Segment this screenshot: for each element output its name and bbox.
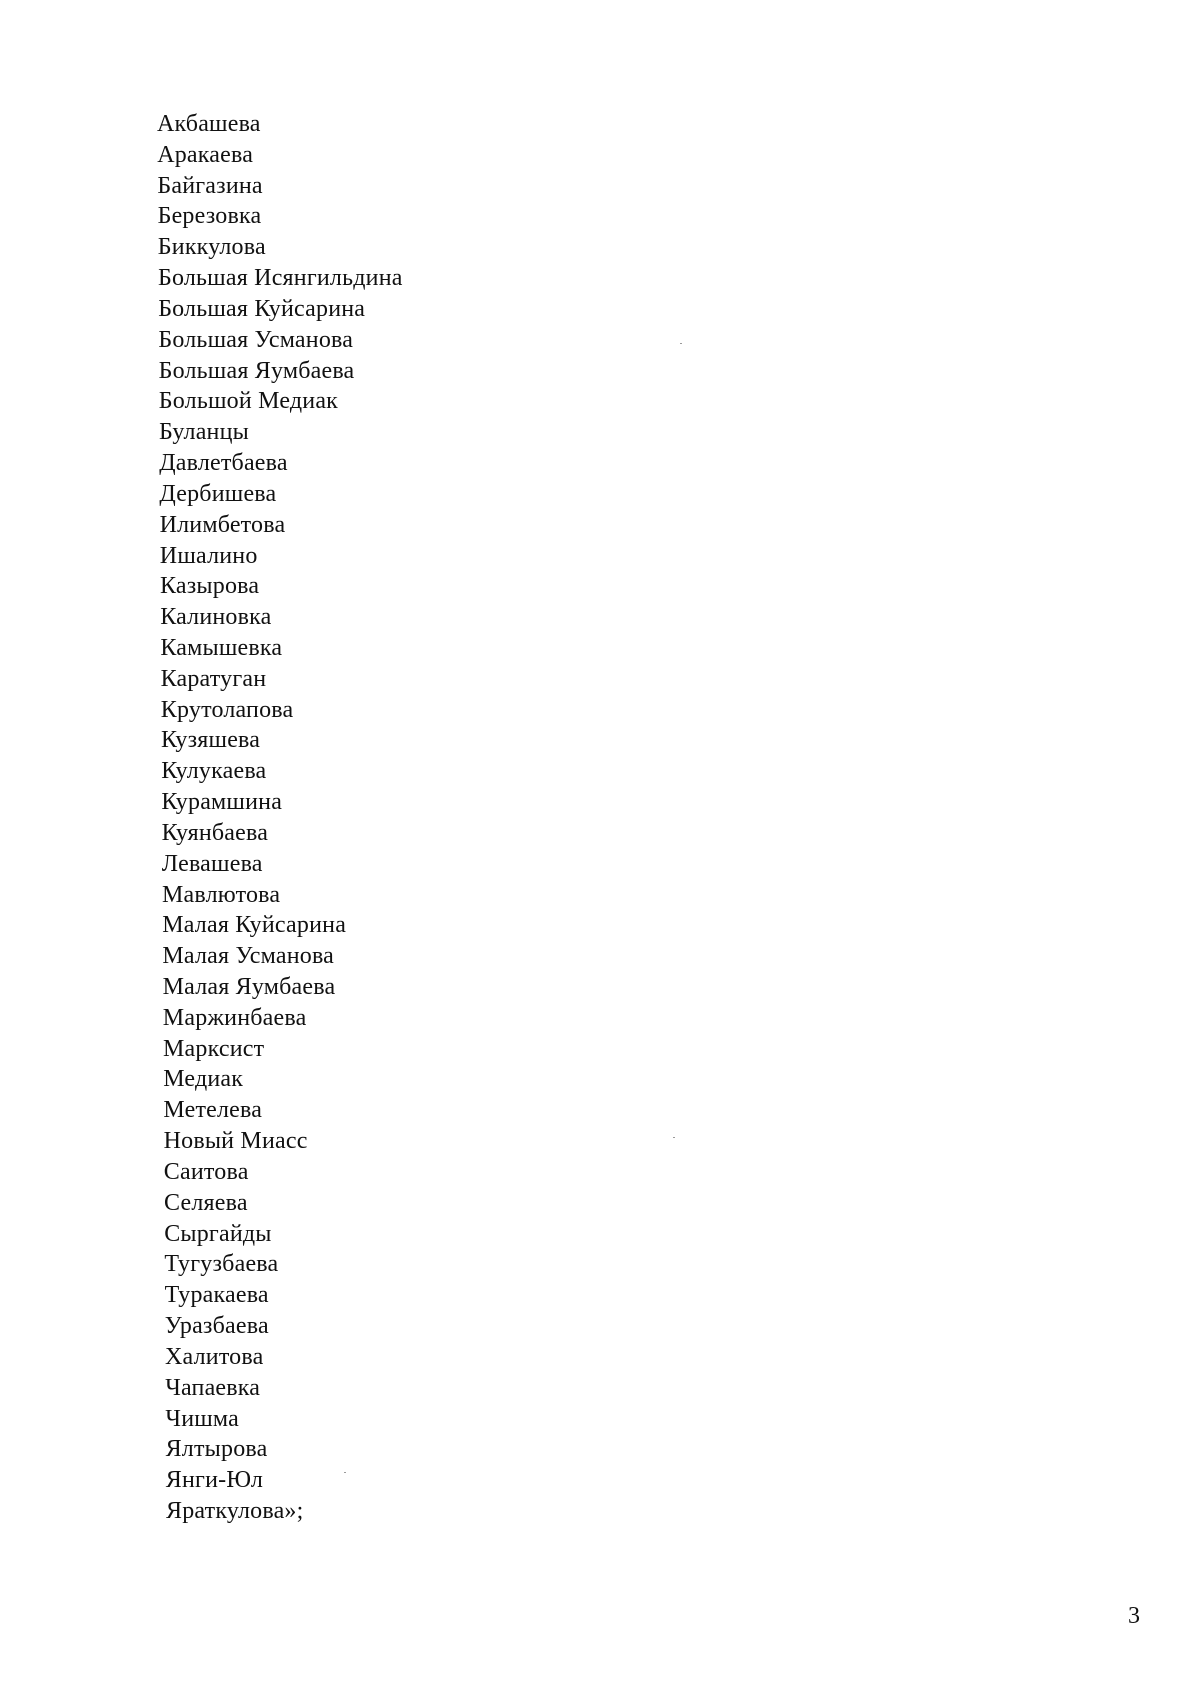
settlement-name: Новый Миасс — [163, 1128, 308, 1155]
settlement-name: Куянбаева — [161, 819, 269, 846]
settlement-name: Малая Куйсарина — [162, 912, 347, 939]
settlement-name: Ялтырова — [165, 1436, 268, 1463]
settlement-name: Большая Усманова — [158, 326, 354, 353]
settlement-name: Акбашева — [157, 111, 261, 137]
settlement-name: Дербишева — [159, 480, 277, 507]
settlement-name: Аракаева — [157, 141, 254, 168]
settlement-name: Метелева — [163, 1097, 263, 1124]
settlement-name: Маржинбаева — [162, 1004, 307, 1031]
settlement-name: Казырова — [160, 573, 260, 600]
settlement-name: Малая Усманова — [162, 943, 335, 970]
settlement-name: Калиновка — [160, 604, 272, 631]
scan-speck — [344, 1472, 346, 1473]
settlement-name: Левашева — [161, 850, 263, 877]
settlement-name: Курамшина — [161, 789, 283, 816]
settlement-name: Чишма — [165, 1405, 239, 1432]
settlement-name: Сыргайды — [164, 1220, 272, 1247]
settlement-name: Саитова — [163, 1158, 249, 1185]
settlement-name: Березовка — [157, 203, 262, 230]
settlement-name: Крутолапова — [160, 696, 294, 723]
settlement-name: Чапаевка — [165, 1374, 261, 1401]
settlement-name: Уразбаева — [164, 1313, 269, 1340]
settlement-name: Халитова — [165, 1343, 264, 1370]
settlement-name: Большая Куйсарина — [158, 295, 366, 322]
settlement-name: Илимбетова — [159, 511, 286, 538]
settlement-name: Кузяшева — [161, 727, 261, 754]
settlement-name: Тугузбаева — [164, 1251, 279, 1278]
settlement-name: Медиак — [163, 1066, 244, 1093]
settlement-name: Большая Исянгильдина — [158, 265, 403, 292]
settlement-name: Селяева — [164, 1189, 248, 1216]
settlement-name: Кулукаева — [161, 758, 267, 785]
settlement-name: Мавлютова — [162, 881, 281, 908]
settlement-name: Туракаева — [164, 1282, 269, 1309]
settlement-name: Буланцы — [159, 419, 249, 446]
settlement-name: Малая Яумбаева — [162, 974, 336, 1001]
settlement-name: Большая Яумбаева — [158, 357, 355, 384]
settlement-name: Большой Медиак — [158, 388, 339, 415]
settlement-name: Давлетбаева — [159, 450, 288, 477]
settlement-name: Камышевка — [160, 634, 283, 661]
page-number: 3 — [1128, 1603, 1140, 1629]
settlement-name: Каратуган — [160, 665, 267, 692]
settlement-name: Яраткулова»; — [166, 1498, 304, 1524]
settlement-name: Марксист — [163, 1035, 265, 1062]
scan-speck — [680, 343, 682, 344]
scan-speck — [673, 1137, 675, 1138]
settlement-name: Биккулова — [157, 234, 266, 261]
settlement-name: Ишалино — [159, 542, 258, 569]
settlement-name: Байгазина — [157, 172, 263, 199]
settlement-name: Янги-Юл — [165, 1467, 264, 1494]
